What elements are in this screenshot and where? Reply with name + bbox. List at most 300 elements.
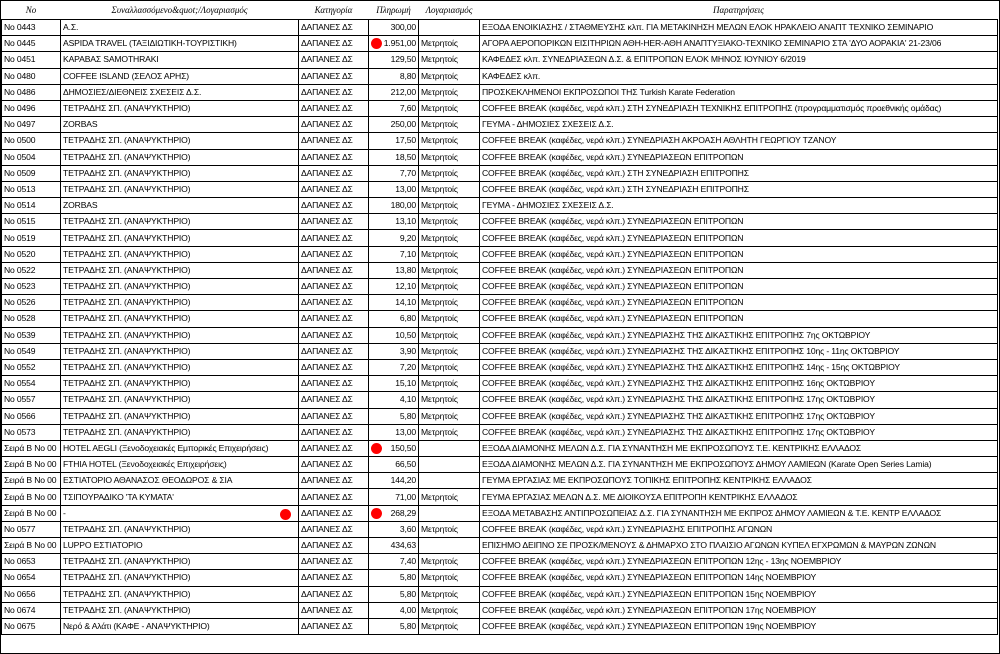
table-row [2,68,998,84]
cell-remarks [480,586,998,602]
cell-payment [369,165,419,181]
cell-account [419,100,480,116]
header-counterparty: Συναλλασσόμενο&quot;/Λογαριασμός [61,1,299,20]
cell-counterparty-text: ΤΕΤΡΑΔΗΣ ΣΠ. (ΑΝΑΨΥΚΤΗΡΙΟ) [63,183,191,194]
cell-counterparty-text: ΤΕΤΡΑΔΗΣ ΣΠ. (ΑΝΑΨΥΚΤΗΡΙΟ) [63,103,191,114]
cell-counterparty [61,36,299,52]
cell-payment [369,538,419,554]
cell-category-text: ΔΑΠΑΝΕΣ ΔΣ [301,410,353,421]
table-body [2,20,998,635]
cell-account-text: Μετρητοίς [421,378,458,389]
cell-remarks-text: COFFEE BREAK (καφέδες, νερά κλπ.) ΣΥΝΕΔΡΙΑΣΗΣ ΤΗΣ ΔΙΚΑΣΤΙΚΗΣ ΕΠΙΤΡΟΠΗΣ 7ης ΟΚΤΩΒΡΙΟΥ [482,329,871,340]
cell-counterparty [61,230,299,246]
cell-category [299,570,369,586]
cell-counterparty [61,343,299,359]
cell-no [2,311,61,327]
cell-no-text: Σειρά Β Νο 00 [4,475,57,486]
cell-counterparty [61,100,299,116]
table-row [2,586,998,602]
cell-account [419,376,480,392]
cell-category-text: ΔΑΠΑΝΕΣ ΔΣ [301,200,353,211]
cell-no [2,36,61,52]
table-row [2,117,998,133]
cell-counterparty-text: ΤΕΤΡΑΔΗΣ ΣΠ. (ΑΝΑΨΥΚΤΗΡΙΟ) [63,588,191,599]
cell-counterparty [61,457,299,473]
cell-category-text: ΔΑΠΑΝΕΣ ΔΣ [301,151,353,162]
cell-remarks [480,521,998,537]
cell-remarks [480,149,998,165]
cell-category-text: ΔΑΠΑΝΕΣ ΔΣ [301,362,353,373]
cell-account-text: Μετρητοίς [421,119,458,130]
cell-account [419,20,480,36]
cell-account [419,424,480,440]
cell-no-text: No 0522 [4,264,36,275]
cell-no-text: Σειρά Β Νο 00 [4,507,57,518]
table-row [2,84,998,100]
cell-account-text: Μετρητοίς [421,588,458,599]
cell-account-text: Μετρητοίς [421,70,458,81]
cell-no-text: Σειρά Β Νο 00 [4,491,57,502]
header-account: Λογαριασμός [419,1,480,20]
cell-no [2,586,61,602]
cell-no [2,246,61,262]
cell-account [419,457,480,473]
cell-no [2,68,61,84]
cell-counterparty-text: ASPIDA TRAVEL (ΤΑΞΙΔΙΩΤΙΚΗ-ΤΟΥΡΙΣΤΙΚΗ) [63,38,237,49]
cell-no-text: No 0674 [4,604,36,615]
cell-payment-text: 13,00 [395,426,416,437]
cell-counterparty-text: ΤΣΙΠΟΥΡΑΔΙΚΟ 'ΤΑ ΚΥΜΑΤΑ' [63,491,174,502]
cell-payment [369,52,419,68]
cell-no [2,570,61,586]
cell-payment-text: 5,80 [399,588,416,599]
cell-account-text: Μετρητοίς [421,38,458,49]
cell-account-text: Μετρητοίς [421,167,458,178]
cell-account-text: Μετρητοίς [421,297,458,308]
cell-no-text: Σειρά Β Νο 00 [4,459,57,470]
cell-payment-text: 5,80 [399,621,416,632]
cell-account [419,538,480,554]
cell-no [2,52,61,68]
table-row [2,133,998,149]
cell-category [299,343,369,359]
cell-counterparty-text: ΤΕΤΡΑΔΗΣ ΣΠ. (ΑΝΑΨΥΚΤΗΡΙΟ) [63,281,191,292]
cell-account [419,246,480,262]
cell-account-text: Μετρητοίς [421,556,458,567]
cell-remarks-text: ΕΞΟΔΑ ΔΙΑΜΟΝΗΣ ΜΕΛΩΝ Δ.Σ. ΓΙΑ ΣΥΝΑΝΤΗΣΗ ΜΕ ΕΚΠΡΟΣΩΠΟΥΣ ΔΗΜΟΥ ΛΑΜΙΕΩΝ (Karate Open Series Lamia) [482,459,932,470]
table-row [2,149,998,165]
cell-category-text: ΔΑΠΑΝΕΣ ΔΣ [301,621,353,632]
cell-counterparty [61,521,299,537]
cell-no-text: No 0514 [4,200,36,211]
cell-counterparty [61,327,299,343]
cell-category-text: ΔΑΠΑΝΕΣ ΔΣ [301,394,353,405]
cell-account-text: Μετρητοίς [421,281,458,292]
cell-remarks [480,181,998,197]
cell-payment-text: 3,60 [399,523,416,534]
cell-counterparty [61,133,299,149]
cell-category [299,117,369,133]
cell-payment [369,473,419,489]
cell-no-text: No 0519 [4,232,36,243]
cell-no-text: No 0653 [4,556,36,567]
cell-remarks-text: ΕΞΟΔΑ ΔΙΑΜΟΝΗΣ ΜΕΛΩΝ Δ.Σ. ΓΙΑ ΣΥΝΑΝΤΗΣΗ ΜΕ ΕΚΠΡΟΣΩΠΟΥΣ Τ.Ε. ΚΕΝΤΡΙΚΗΣ ΕΛΛΑΔΟΣ [482,442,862,453]
cell-account-text: Μετρητοίς [421,313,458,324]
cell-payment [369,424,419,440]
cell-counterparty [61,214,299,230]
cell-category-text: ΔΑΠΑΝΕΣ ΔΣ [301,22,353,33]
cell-account [419,602,480,618]
cell-no [2,521,61,537]
cell-category [299,473,369,489]
cell-no-text: No 0520 [4,248,36,259]
cell-category-text: ΔΑΠΑΝΕΣ ΔΣ [301,442,353,453]
cell-counterparty [61,262,299,278]
cell-counterparty-text: ΤΕΤΡΑΔΗΣ ΣΠ. (ΑΝΑΨΥΚΤΗΡΙΟ) [63,313,191,324]
cell-account [419,311,480,327]
table-row [2,376,998,392]
cell-remarks [480,68,998,84]
cell-category [299,376,369,392]
cell-category [299,538,369,554]
cell-payment-text: 129,50 [390,54,416,65]
cell-payment-text: 71,00 [395,491,416,502]
table-row [2,246,998,262]
cell-counterparty [61,52,299,68]
cell-counterparty-text: ΤΕΤΡΑΔΗΣ ΣΠ. (ΑΝΑΨΥΚΤΗΡΙΟ) [63,604,191,615]
cell-category [299,295,369,311]
cell-remarks-text: COFFEE BREAK (καφέδες, νερά κλπ.) ΣΥΝΕΔΡΙΑΣΕΩΝ ΕΠΙΤΡΟΠΩΝ [482,281,744,292]
cell-payment [369,279,419,295]
cell-counterparty-text: ZORBAS [63,200,98,211]
cell-counterparty [61,20,299,36]
cell-payment [369,376,419,392]
cell-payment-text: 12,10 [395,281,416,292]
cell-payment-text: 212,00 [390,86,416,97]
cell-counterparty [61,618,299,634]
cell-remarks [480,538,998,554]
cell-payment-text: 13,00 [395,183,416,194]
cell-counterparty-text: ΕΣΤΙΑΤΟΡΙΟ ΑΘΑΝΑΣΟΣ ΘΕΟΔΩΡΟΣ & ΣΙΑ [63,475,233,486]
cell-payment-text: 5,80 [399,572,416,583]
cell-payment [369,36,419,52]
cell-remarks-text: ΚΑΦΕΔΕΣ κλπ. [482,70,541,81]
cell-payment [369,359,419,375]
cell-remarks [480,36,998,52]
red-marker-icon [371,38,382,49]
cell-counterparty-text: ΤΕΤΡΑΔΗΣ ΣΠ. (ΑΝΑΨΥΚΤΗΡΙΟ) [63,329,191,340]
table-row [2,100,998,116]
cell-remarks-text: COFFEE BREAK (καφέδες, νερά κλπ.) ΣΥΝΕΔΡΙΑΣΕΩΝ ΕΠΙΤΡΟΠΩΝ [482,264,744,275]
cell-remarks [480,20,998,36]
cell-counterparty [61,392,299,408]
cell-counterparty-text: ZORBAS [63,119,98,130]
cell-account-text: Μετρητοίς [421,621,458,632]
cell-payment [369,586,419,602]
cell-counterparty [61,246,299,262]
cell-payment [369,570,419,586]
cell-remarks-text: ΓΕΥΜΑ - ΔΗΜΟΣΙΕΣ ΣΧΕΣΕΙΣ Δ.Σ. [482,200,614,211]
cell-category [299,52,369,68]
cell-remarks [480,376,998,392]
cell-counterparty-text: ΤΕΤΡΑΔΗΣ ΣΠ. (ΑΝΑΨΥΚΤΗΡΙΟ) [63,378,191,389]
cell-remarks [480,457,998,473]
cell-no [2,230,61,246]
header-remarks: Παρατηρήσεις [480,1,998,20]
cell-remarks-text: COFFEE BREAK (καφέδες, νερά κλπ.) ΣΥΝΕΔΡΙΑΣΗΣ ΤΗΣ ΔΙΚΑΣΤΙΚΗΣ ΕΠΙΤΡΟΠΗΣ 17ης ΟΚΤΩΒΡΙΟΥ [482,410,875,421]
cell-remarks-text: ΑΓΟΡΑ ΑΕΡΟΠΟΡΙΚΩΝ ΕΙΣΙΤΗΡΙΩΝ ΑΘΗ-ΗΕR-ΑΘΗ ΑΝΑΠΤΥΞΙΑΚΟ-ΤΕΧΝΙΚΟ ΣΕΜΙΝΑΡΙΟ ΣΤΑ 'ΔΥΟ ΑΟΡΑΚΙΑ' 21-23/06 [482,38,942,49]
cell-no-text: No 0552 [4,362,36,373]
cell-category-text: ΔΑΠΑΝΕΣ ΔΣ [301,604,353,615]
cell-payment-text: 1.951,00 [383,38,416,49]
cell-remarks-text: COFFEE BREAK (καφέδες, νερά κλπ.) ΣΥΝΕΔΡΙΑΣΗΣ ΤΗΣ ΔΙΚΑΣΤΙΚΗΣ ΕΠΙΤΡΟΠΗΣ 10ης - 11ης ΟΚΤΩΒΡΙΟΥ [482,345,900,356]
cell-no-text: No 0480 [4,70,36,81]
cell-no [2,20,61,36]
cell-no [2,295,61,311]
cell-no [2,440,61,456]
cell-remarks-text: COFFEE BREAK (καφέδες, νερά κλπ.) ΣΥΝΕΔΡΙΑΣΕΩΝ ΕΠΙΤΡΟΠΩΝ 15ης ΝΟΕΜΒΡΙΟΥ [482,588,817,599]
cell-account [419,343,480,359]
cell-category-text: ΔΑΠΑΝΕΣ ΔΣ [301,248,353,259]
cell-counterparty-text: ΤΕΤΡΑΔΗΣ ΣΠ. (ΑΝΑΨΥΚΤΗΡΙΟ) [63,264,191,275]
cell-no [2,376,61,392]
cell-payment-text: 7,20 [399,362,416,373]
table-row [2,408,998,424]
cell-account-text: Μετρητοίς [421,362,458,373]
cell-remarks-text: COFFEE BREAK (καφέδες, νερά κλπ.) ΣΥΝΕΔΡΙΑΣΗΣ ΕΠΙΤΡΟΠΗΣ ΑΓΩΝΩΝ [482,523,773,534]
cell-payment-text: 13,80 [395,264,416,275]
cell-no-text: Σειρά Β Νο 00 [4,442,57,453]
cell-category [299,602,369,618]
cell-category [299,230,369,246]
cell-no-text: No 0654 [4,572,36,583]
cell-category [299,424,369,440]
cell-no-text: No 0496 [4,103,36,114]
cell-counterparty [61,68,299,84]
cell-counterparty-text: ΤΕΤΡΑΔΗΣ ΣΠ. (ΑΝΑΨΥΚΤΗΡΙΟ) [63,362,191,373]
cell-payment-text: 5,80 [399,410,416,421]
cell-remarks [480,602,998,618]
cell-counterparty [61,84,299,100]
cell-counterparty-text: ΤΕΤΡΑΔΗΣ ΣΠ. (ΑΝΑΨΥΚΤΗΡΙΟ) [63,523,191,534]
cell-account [419,505,480,521]
cell-category [299,100,369,116]
cell-no [2,473,61,489]
cell-category-text: ΔΑΠΑΝΕΣ ΔΣ [301,556,353,567]
cell-account [419,165,480,181]
cell-category-text: ΔΑΠΑΝΕΣ ΔΣ [301,426,353,437]
cell-payment-text: 7,60 [399,103,416,114]
cell-remarks-text: COFFEE BREAK (καφέδες, νερά κλπ.) ΣΥΝΕΔΡΙΑΣΕΩΝ ΕΠΙΤΡΟΠΩΝ [482,297,744,308]
cell-counterparty-text: Νερό & Αλάτι (ΚΑΦΕ - ΑΝΑΨΥΚΤΗΡΙΟ) [63,621,210,632]
header-payment: Πληρωμή [369,1,419,20]
red-marker-icon [371,443,382,454]
cell-no-text: No 0500 [4,135,36,146]
cell-remarks-text: COFFEE BREAK (καφέδες, νερά κλπ.) ΣΥΝΕΔΡΙΑΣΗΣ ΤΗΣ ΔΙΚΑΣΤΙΚΗΣ ΕΠΙΤΡΟΠΗΣ 14ης - 15ης ΟΚΤΩΒΡΙΟΥ [482,362,900,373]
cell-payment [369,181,419,197]
cell-remarks-text: COFFEE BREAK (καφέδες, νερά κλπ.) ΣΤΗ ΣΥΝΕΔΡΙΑΣΗ ΕΠΙΤΡΟΠΗΣ [482,183,749,194]
cell-remarks-text: COFFEE BREAK (καφέδες, νερά κλπ.) ΣΤΗ ΣΥΝΕΔΡΙΑΣΗ ΕΠΙΤΡΟΠΗΣ [482,167,749,178]
cell-category-text: ΔΑΠΑΝΕΣ ΔΣ [301,540,353,551]
cell-category [299,20,369,36]
cell-payment [369,149,419,165]
cell-account [419,84,480,100]
cell-category [299,440,369,456]
cell-no-text: No 0443 [4,22,36,33]
cell-no [2,554,61,570]
cell-account [419,327,480,343]
cell-account [419,570,480,586]
cell-account-text: Μετρητοίς [421,216,458,227]
cell-payment [369,68,419,84]
cell-remarks-text: COFFEE BREAK (καφέδες, νερά κλπ.) ΣΥΝΕΔΡΙΑΣΗΣ ΤΗΣ ΔΙΚΑΣΤΙΚΗΣ ΕΠΙΤΡΟΠΗΣ 17ης ΟΚΤΩΒΡΙΟΥ [482,426,875,437]
cell-account [419,473,480,489]
cell-payment [369,198,419,214]
cell-counterparty [61,376,299,392]
cell-category-text: ΔΑΠΑΝΕΣ ΔΣ [301,297,353,308]
cell-no-text: No 0486 [4,86,36,97]
cell-no [2,279,61,295]
cell-account [419,554,480,570]
cell-payment-text: 434,63 [390,540,416,551]
table-row [2,538,998,554]
cell-account-text: Μετρητοίς [421,345,458,356]
cell-counterparty [61,279,299,295]
cell-payment [369,602,419,618]
cell-account [419,214,480,230]
cell-counterparty-text: ΤΕΤΡΑΔΗΣ ΣΠ. (ΑΝΑΨΥΚΤΗΡΙΟ) [63,135,191,146]
cell-category [299,262,369,278]
cell-no [2,392,61,408]
cell-remarks-text: ΓΕΥΜΑ - ΔΗΜΟΣΙΕΣ ΣΧΕΣΕΙΣ Δ.Σ. [482,119,614,130]
header-row [2,1,998,20]
cell-no [2,602,61,618]
cell-account-text: Μετρητοίς [421,410,458,421]
table-row [2,311,998,327]
cell-account-text: Μετρητοίς [421,394,458,405]
cell-account-text: Μετρητοίς [421,200,458,211]
cell-category [299,489,369,505]
cell-payment [369,343,419,359]
cell-account-text: Μετρητοίς [421,604,458,615]
cell-account-text: Μετρητοίς [421,248,458,259]
cell-category-text: ΔΑΠΑΝΕΣ ΔΣ [301,523,353,534]
cell-no-text: No 0539 [4,329,36,340]
table-row [2,359,998,375]
cell-remarks-text: ΚΑΦΕΔΕΣ κλπ. ΣΥΝΕΔΡΙΑΣΕΩΝ Δ.Σ. & ΕΠΙΤΡΟΠΩΝ ΕΛΟΚ ΜΗΝΟΣ ΙΟΥΝΙΟΥ 6/2019 [482,54,806,65]
cell-no [2,408,61,424]
cell-remarks-text: COFFEE BREAK (καφέδες, νερά κλπ.) ΣΥΝΕΔΡΙΑΣΕΩΝ ΕΠΙΤΡΟΠΩΝ [482,313,744,324]
cell-account-text: Μετρητοίς [421,523,458,534]
cell-payment [369,311,419,327]
cell-remarks [480,230,998,246]
cell-category-text: ΔΑΠΑΝΕΣ ΔΣ [301,232,353,243]
cell-category-text: ΔΑΠΑΝΕΣ ΔΣ [301,70,353,81]
cell-counterparty [61,489,299,505]
cell-remarks [480,198,998,214]
cell-counterparty [61,440,299,456]
table-row [2,214,998,230]
table-row [2,602,998,618]
cell-no-text: No 0577 [4,523,36,534]
cell-category [299,586,369,602]
cell-payment [369,20,419,36]
table-row [2,343,998,359]
cell-no [2,214,61,230]
cell-account-text: Μετρητοίς [421,572,458,583]
cell-category-text: ΔΑΠΑΝΕΣ ΔΣ [301,507,353,518]
cell-counterparty-text: ΤΕΤΡΑΔΗΣ ΣΠ. (ΑΝΑΨΥΚΤΗΡΙΟ) [63,297,191,308]
cell-category [299,327,369,343]
cell-counterparty-text: ΔΗΜΟΣΙΕΣ/ΔΙΕΘΝΕΙΣ ΣΧΕΣΕΙΣ Δ.Σ. [63,86,202,97]
cell-remarks [480,279,998,295]
cell-counterparty-text: ΤΕΤΡΑΔΗΣ ΣΠ. (ΑΝΑΨΥΚΤΗΡΙΟ) [63,426,191,437]
cell-remarks-text: COFFEE BREAK (καφέδες, νερά κλπ.) ΣΤΗ ΣΥΝΕΔΡΙΑΣΗ ΤΕΧΝΙΚΗΣ ΕΠΙΤΡΟΠΗΣ (προγραμματισμός προεθνικής ομάδας) [482,103,942,114]
table-row [2,295,998,311]
cell-payment [369,100,419,116]
cell-remarks [480,570,998,586]
cell-category-text: ΔΑΠΑΝΕΣ ΔΣ [301,475,353,486]
cell-account [419,392,480,408]
cell-remarks [480,327,998,343]
cell-no [2,149,61,165]
cell-remarks [480,262,998,278]
cell-category-text: ΔΑΠΑΝΕΣ ΔΣ [301,86,353,97]
cell-payment-text: 300,00 [390,22,416,33]
cell-category-text: ΔΑΠΑΝΕΣ ΔΣ [301,135,353,146]
cell-no [2,198,61,214]
cell-category [299,246,369,262]
cell-remarks [480,84,998,100]
cell-remarks-text: COFFEE BREAK (καφέδες, νερά κλπ.) ΣΥΝΕΔΡΙΑΣΗΣ ΤΗΣ ΔΙΚΑΣΤΙΚΗΣ ΕΠΙΤΡΟΠΗΣ 16ης ΟΚΤΩΒΡΙΟΥ [482,378,875,389]
cell-no-text: No 0656 [4,588,36,599]
cell-category [299,149,369,165]
cell-category-text: ΔΑΠΑΝΕΣ ΔΣ [301,167,353,178]
cell-payment-text: 7,40 [399,556,416,567]
cell-no [2,359,61,375]
cell-remarks-text: COFFEE BREAK (καφέδες, νερά κλπ.) ΣΥΝΕΔΡΙΑΣΕΩΝ ΕΠΙΤΡΟΠΩΝ 19ης ΝΟΕΜΒΡΙΟΥ [482,621,817,632]
cell-category [299,68,369,84]
cell-payment-text: 4,10 [399,394,416,405]
cell-no-text: No 0523 [4,281,36,292]
cell-account-text: Μετρητοίς [421,426,458,437]
cell-account [419,230,480,246]
cell-remarks [480,618,998,634]
cell-counterparty-text: ΤΕΤΡΑΔΗΣ ΣΠ. (ΑΝΑΨΥΚΤΗΡΙΟ) [63,248,191,259]
cell-no-text: No 0509 [4,167,36,178]
cell-category-text: ΔΑΠΑΝΕΣ ΔΣ [301,281,353,292]
cell-counterparty [61,165,299,181]
cell-category-text: ΔΑΠΑΝΕΣ ΔΣ [301,588,353,599]
cell-account-text: Μετρητοίς [421,329,458,340]
cell-no [2,327,61,343]
cell-no-text: No 0526 [4,297,36,308]
table-row [2,327,998,343]
cell-category-text: ΔΑΠΑΝΕΣ ΔΣ [301,264,353,275]
cell-remarks-text: COFFEE BREAK (καφέδες, νερά κλπ.) ΣΥΝΕΔΡΙΑΣΕΩΝ ΕΠΙΤΡΟΠΩΝ 14ης ΝΟΕΜΒΡΙΟΥ [482,572,817,583]
cell-payment [369,489,419,505]
table-row [2,489,998,505]
header-category: Κατηγορία [299,1,369,20]
cell-remarks [480,505,998,521]
cell-counterparty [61,473,299,489]
cell-category-text: ΔΑΠΑΝΕΣ ΔΣ [301,378,353,389]
cell-remarks-text: COFFEE BREAK (καφέδες, νερά κλπ.) ΣΥΝΕΔΡΙΑΣΕΩΝ ΕΠΙΤΡΟΠΩΝ 12ης - 13ης ΝΟΕΜΒΡΙΟΥ [482,556,842,567]
cell-category [299,214,369,230]
cell-category-text: ΔΑΠΑΝΕΣ ΔΣ [301,183,353,194]
cell-remarks-text: ΓΕΥΜΑ ΕΡΓΑΣΙΑΣ ΜΕΛΩΝ Δ.Σ. ΜΕ ΔΙΟΙΚΟΥΣΑ ΕΠΙΤΡΟΠΗ ΚΕΝΤΡΙΚΗΣ ΕΛΛΑΔΟΣ [482,491,798,502]
cell-no [2,262,61,278]
